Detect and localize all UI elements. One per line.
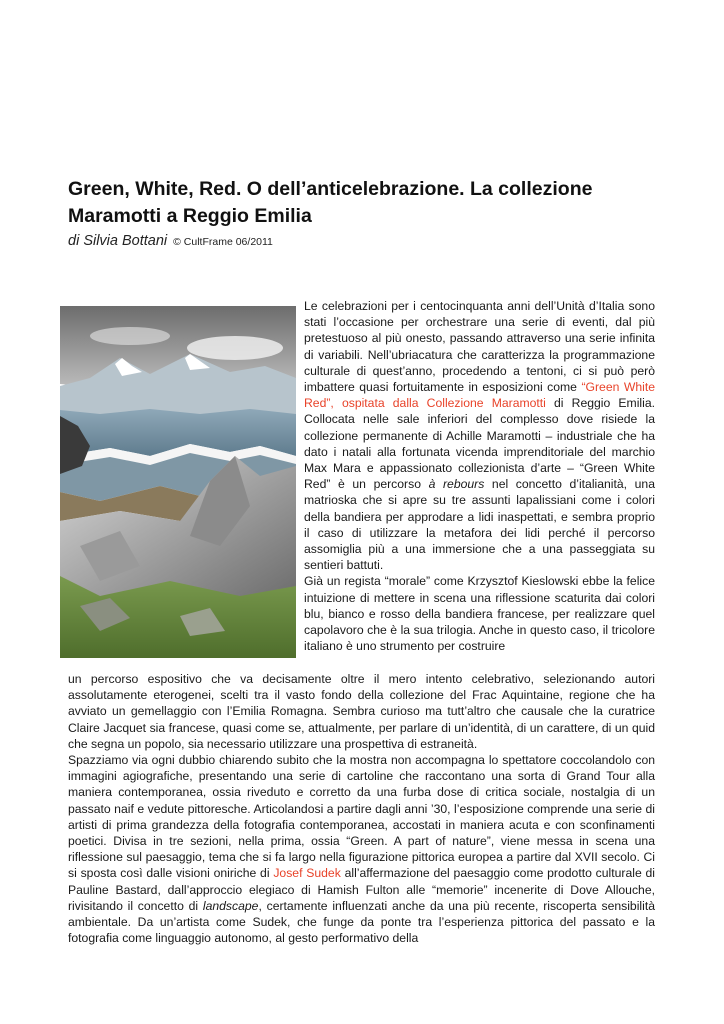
byline bbox=[68, 231, 668, 251]
cloud-shape bbox=[90, 327, 170, 345]
paragraph: Già un regista “morale” come Krzysztof Kieslowski ebbe la felice intuizione di mettere in scena una riflessione scaturita dai colori blu, bianco e rosso della bandiera francese, per realizzare quel capolavoro che è la sua trilogia. Anche in questo caso, il tricolore italiano è uno strumento per costruire bbox=[304, 574, 655, 654]
text-full-width bbox=[68, 671, 655, 946]
cloud-shape bbox=[187, 336, 283, 360]
author: di Silvia Bottani bbox=[68, 233, 168, 249]
exhibition-link[interactable]: “Green White Red”, ospitata dalla Collezione Maramotti bbox=[304, 380, 655, 411]
credit: © CultFrame 06/2011 bbox=[173, 236, 273, 248]
paragraph: un percorso espositivo che va decisamente oltre il mero intento celebrativo, selezionando autori assolutamente eterogenei, scelti tra il vasto fondo della collezione del Frac Aquintaine, regione che ha avviato un gemellaggio con l’Emilia Romagna. Sembra curioso ma tutt’altro che causale che la curatrice Claire Jacquet sia francese, quasi come se, attualmente, per parlare di un’identità, di un carattere, di un quid che segna un popolo, sia necessario utilizzare una prospettiva di estraneità. bbox=[68, 672, 655, 751]
paragraph: Spazziamo via ogni dubbio chiarendo subito che la mostra non accompagna lo spettatore coccolandolo con immagini agiografiche, presentando una serie di cartoline che raccontano una sorta di Grand Tour alla maniera contemporanea, ossia riveduto e corretto da una furba dose di critica sociale, nostalgia di un passato naif e vedute pittoresche. Articolandosi a partire dagli anni ’30, l’esposizione comprende una serie di artisti di prima grandezza della fotografia contemporanea, accostati in maniera acuta e con sconfinamenti poetici. Divisa in tre sezioni, nella prima, ossia “Green. A part of nature”, viene messa in scena una riflessione sul paesaggio, tema che si fa largo nella figurazione pittorica europea a partire dal XVII secolo. Ci si sposta così dalle visioni oniriche di Josef Sudek all’affermazione del paesaggio come prodotto culturale di Pauline Bastard, dall’approccio elegiaco di Hamish Fulton alle “memorie” incenerite di Dove Allouche, rivisitando il concetto di landscape, certamente influenzati anche da una più recente, riscoperta sensibilità ambientale. Da un’artista come Sudek, che funge da ponte tra l’esperienza pittorica del passato e la fotografia come linguaggio autonomo, al gesto performativo della bbox=[68, 753, 655, 946]
text-column bbox=[304, 298, 655, 654]
article-title: Green, White, Red. O dell’anticelebrazione. La collezione Maramotti a Reggio Emilia bbox=[68, 178, 593, 227]
artist-link[interactable]: Josef Sudek bbox=[273, 866, 341, 881]
paragraph: Le celebrazioni per i centocinquanta anni dell’Unità d’Italia sono stati l’occasione per orchestrare una serie di eventi, dal più pretestuoso al più onesto, passando attraverso una serie infinita di variabili. Nell’ubriacatura che caratterizza la programmazione culturale di quest’anno, procedendo a tentoni, ci si può però imbattere quasi fortuitamente in esposizioni come “Green White Red”, ospitata dalla Collezione Maramotti di Reggio Emilia. Collocata nelle sale inferiori del complesso dove risiede la collezione permanente di Achille Maramotti – industriale che ha dato i natali alla fortunata vicenda imprenditoriale del marchio Max Mara e appassionato collezionista d’arte – “Green White Red” è un percorso à rebours nel concetto d’italianità, una matrioska che si apre su tre assunti lapalissiani come i colori della bandiera per approdare a lidi inaspettati, e sembra proprio il caso di utilizzare la metafora dei lidi perché il percorso assomiglia più a una immersione che a una passeggiata su sentieri battuti. bbox=[304, 299, 655, 573]
collage-image bbox=[60, 306, 296, 658]
